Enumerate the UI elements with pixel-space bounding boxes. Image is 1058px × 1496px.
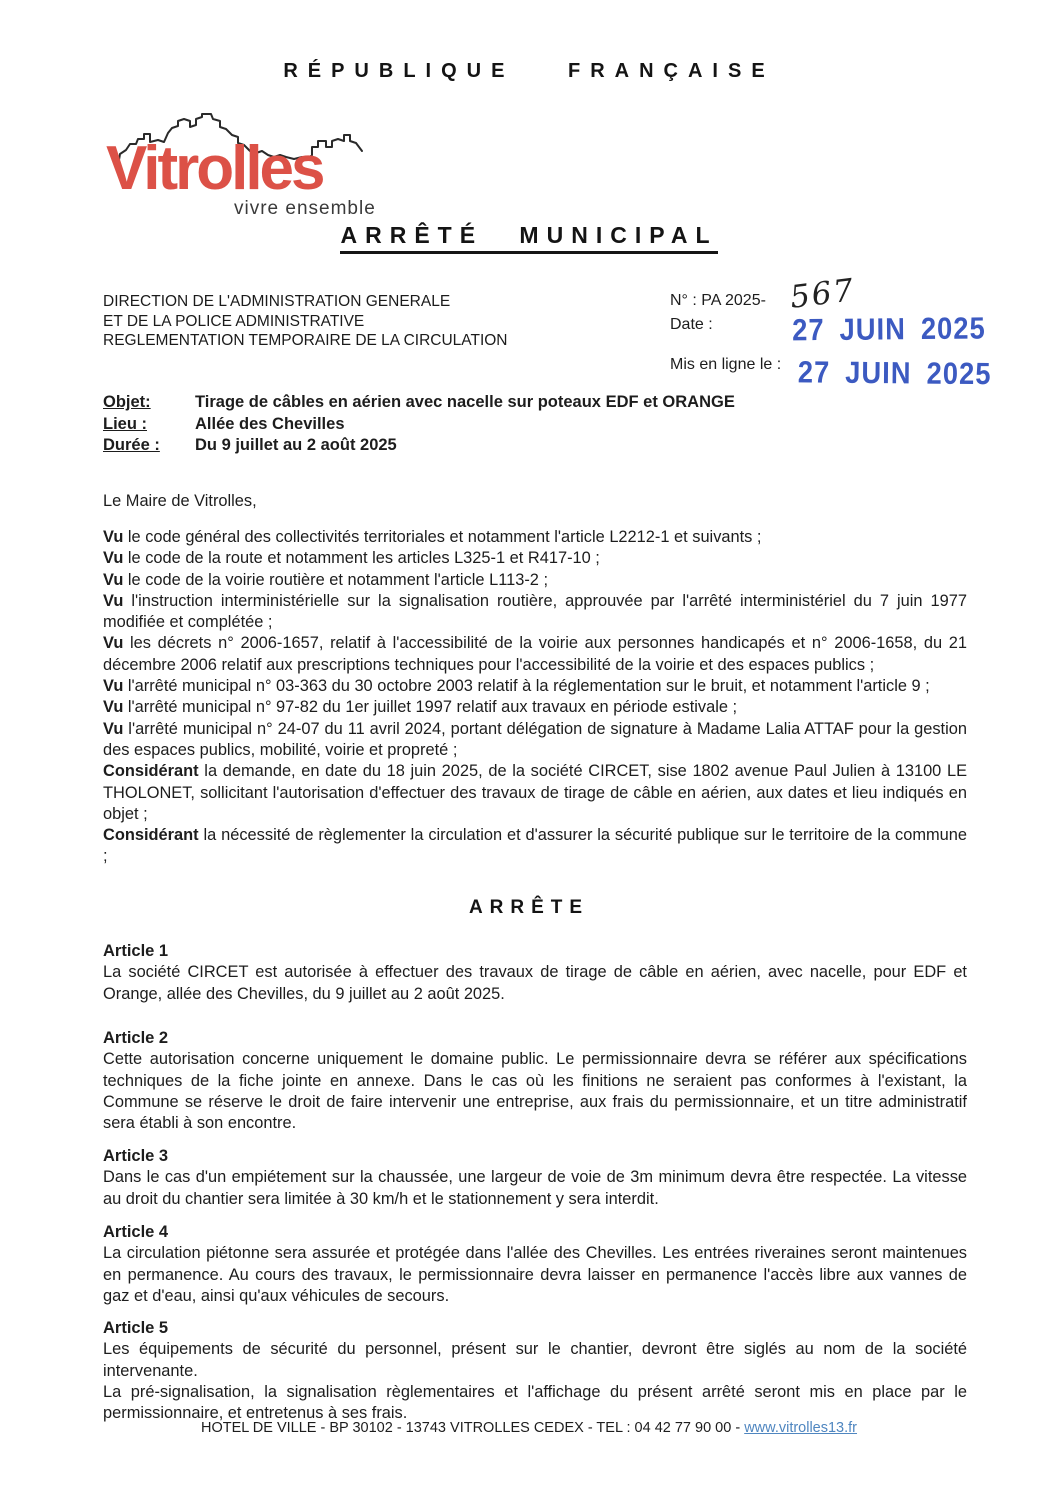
logo-wordmark: Vitrolles: [106, 134, 323, 203]
vitrolles-logo: [106, 112, 396, 222]
objet-row: [103, 392, 903, 414]
direction-line-2: ET DE LA POLICE ADMINISTRATIVE: [103, 312, 365, 330]
article-2-title: Article 2: [103, 1029, 169, 1047]
recital-text: le code général des collectivités territoriales et notamment l'article L2212-1 et suivants ;: [127, 528, 762, 546]
recital-lead: Considérant: [103, 762, 199, 781]
recital-lead: Vu: [103, 719, 124, 738]
recital-lead: Vu: [103, 677, 124, 696]
recital: [103, 676, 967, 697]
footer: [0, 1420, 1058, 1436]
article-3: [103, 1146, 967, 1210]
recital-lead: Vu: [103, 549, 124, 568]
article-2-text: Cette autorisation concerne uniquement le domaine public. Le permissionnaire devra se référer aux spécifications techniques de la fiche jointe en annexe. Dans le cas où les finitions ne seraient pas conformes à l'existant, la Commune se réserve le droit de faire intervenir une entreprise, aux frais du permissionnaire, et un titre administratif sera établi à son encontre.: [103, 1050, 967, 1133]
date-stamp: 27 JUIN 2025: [792, 310, 986, 348]
recital-lead: Considérant: [103, 826, 199, 845]
article-5-title: Article 5: [103, 1319, 169, 1337]
recital: [103, 527, 967, 548]
article-1: [103, 941, 967, 1005]
article-1-text: La société CIRCET est autorisée à effectuer des travaux de tirage de câble en aérien, avec nacelle, pour EDF et Orange, allée des Chevilles, du 9 juillet au 2 août 2025.: [103, 963, 967, 1003]
mis-en-ligne-stamp: 27 JUIN 2025: [797, 354, 992, 392]
recital-lead: Vu: [103, 698, 124, 717]
footer-address: HOTEL DE VILLE - BP 30102 - 13743 VITROLLES CEDEX - TEL : 04 42 77 90 00 -: [200, 1420, 745, 1436]
objet-value: Tirage de câbles en aérien avec nacelle sur poteaux EDF et ORANGE: [195, 393, 735, 411]
salutation: Le Maire de Vitrolles,: [103, 492, 257, 510]
article-3-text: Dans le cas d'un empiétement sur la chaussée, une largeur de voie de 3m minimum devra être respectée. La vitesse au droit du chantier sera limitée à 30 km/h et le stationnement y sera interdit.: [103, 1168, 967, 1208]
arrete-heading: ARRÊTE: [468, 897, 590, 918]
article-3-title: Article 3: [103, 1147, 169, 1165]
duree-row: [103, 435, 903, 457]
recital: [103, 591, 967, 634]
article-4-text: La circulation piétonne sera assurée et protégée dans l'allée des Chevilles. Les entrées riveraines seront maintenues en permanence. Au cours des travaux, le permissionnaire devra laisser en permanence l'accès libre aux vannes de gaz et d'eau, ainsi qu'aux véhicules de secours.: [103, 1244, 967, 1305]
recital-text: l'arrêté municipal n° 97-82 du 1er juillet 1997 relatif aux travaux en période estivale ;: [127, 698, 738, 717]
recital-text: l'arrêté municipal n° 03-363 du 30 octobre 2003 relatif à la réglementation sur le bruit, et notamment l'article 9 ;: [127, 677, 930, 696]
recital: [103, 548, 967, 569]
recital-text: l'instruction interministérielle sur la signalisation routière, approuvée par l'arrêté interministériel du 7 juin 1977 modifiée et complétée ;: [103, 591, 967, 632]
duree-value: Du 9 juillet au 2 août 2025: [195, 436, 397, 454]
recital-text: le code de la voirie routière et notamment l'article L113-2 ;: [127, 570, 549, 589]
lieu-value: Allée des Chevilles: [195, 414, 345, 433]
lieu-row: [103, 414, 903, 436]
footer-website-link[interactable]: www.vitrolles13.fr: [744, 1420, 858, 1436]
recital: [103, 719, 967, 762]
article-5-text-2: La pré-signalisation, la signalisation règlementaires et l'affichage du présent arrêté seront mis en place par le permissionnaire, et entretenus à ses frais.: [103, 1382, 967, 1423]
recital-lead: Vu: [103, 591, 124, 610]
subject-block: [103, 392, 903, 457]
recital-lead: Vu: [103, 634, 124, 653]
recital: [103, 697, 967, 718]
article-4-title: Article 4: [103, 1223, 169, 1241]
recital: [103, 633, 967, 676]
direction-line-3: REGLEMENTATION TEMPORAIRE DE LA CIRCULATION: [103, 332, 508, 349]
direction-line-1: DIRECTION DE L'ADMINISTRATION GENERALE: [103, 293, 451, 310]
numero-label: N° : PA 2025-: [670, 292, 766, 309]
date-label: Date :: [670, 316, 713, 333]
article-4: [103, 1222, 967, 1307]
document-title: ARRÊTÉ MUNICIPAL: [340, 222, 717, 254]
recital-text: la demande, en date du 18 juin 2025, de la société CIRCET, sise 1802 avenue Paul Julien à 13100 LE THOLONET, sollicitant l'autorisation d'effectuer des travaux de tirage de câble en aérien, aux dates et lieu indiqués en objet ;: [103, 762, 968, 823]
recital-lead: Vu: [103, 528, 124, 546]
mis-en-ligne-label: Mis en ligne le :: [670, 356, 782, 373]
article-1-title: Article 1: [103, 942, 169, 960]
article-2: [103, 1028, 967, 1134]
recital: [103, 761, 967, 825]
direction-block: [103, 292, 508, 351]
recital-lead: Vu: [103, 570, 124, 589]
lieu-label: Lieu :: [103, 414, 147, 433]
article-5: [103, 1318, 967, 1424]
numero-handwritten: 567: [788, 272, 858, 316]
recital-text: le code de la route et notamment les articles L325-1 et R417-10 ;: [127, 549, 600, 568]
republique-francaise-heading: RÉPUBLIQUE FRANÇAISE: [283, 60, 775, 82]
article-5-text: Les équipements de sécurité du personnel, présent sur le chantier, devront être siglés au nom de la société intervenante.: [103, 1340, 967, 1380]
objet-label: Objet:: [103, 393, 151, 411]
recitals-block: [103, 527, 967, 868]
recital-text: l'arrêté municipal n° 24-07 du 11 avril 2024, portant délégation de signature à Madame Lalia ATTAF pour la gestion des espaces publics, mobilité, voirie et propreté ;: [103, 719, 967, 759]
recital-text: les décrets n° 2006-1657, relatif à l'accessibilité de la voirie aux personnes handicapés et n° 2006-1658, du 21 décembre 2006 relatif aux prescriptions techniques pour l'accessibilité de la voirie et des espaces publics ;: [103, 634, 967, 674]
recital: [103, 570, 967, 591]
duree-label: Durée :: [103, 436, 160, 454]
recital-text: la nécessité de règlementer la circulation et d'assurer la sécurité publique sur le territoire de la commune ;: [103, 826, 967, 866]
recital: [103, 825, 967, 868]
logo-tagline: vivre ensemble: [234, 198, 376, 219]
